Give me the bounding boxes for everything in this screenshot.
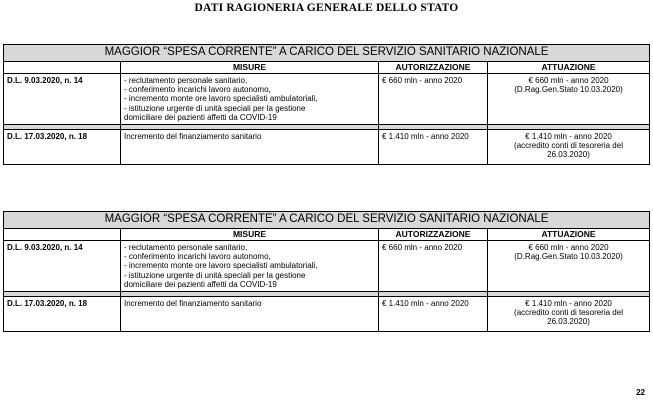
table-title: MAGGIOR “SPESA CORRENTE” A CARICO DEL SERVIZIO SANITARIO NAZIONALE xyxy=(4,45,650,62)
measure-item: Incremento del finanziamento sanitario xyxy=(124,132,262,142)
table-title: MAGGIOR “SPESA CORRENTE” A CARICO DEL SERVIZIO SANITARIO NAZIONALE xyxy=(4,212,650,229)
measures-cell xyxy=(121,241,379,292)
expense-table xyxy=(3,44,649,165)
authorization-cell: € 1.410 mln - anno 2020 xyxy=(379,130,488,165)
implementation-cell xyxy=(488,297,650,332)
implementation-line: € 1.410 mln - anno 2020 xyxy=(525,132,612,142)
measure-item: Incremento del finanziamento sanitario xyxy=(124,299,262,309)
measure-item: - incremento monte ore lavoro specialisti ambulatoriali, xyxy=(124,261,318,271)
measure-item: - reclutamento personale sanitario, xyxy=(124,243,248,252)
decree-reference: D.L. 17.03.2020, n. 18 xyxy=(4,130,121,165)
implementation-line: 26.03.2020) xyxy=(547,317,590,327)
decree-reference: D.L. 17.03.2020, n. 18 xyxy=(4,297,121,332)
implementation-line: (accredito conti di tesoreria del xyxy=(514,141,623,151)
measure-item: domiciliare dei pazienti affetti da COVID-19 xyxy=(124,279,277,289)
header-measures: MISURE xyxy=(121,229,379,241)
page-heading: DATI RAGIONERIA GENERALE DELLO STATO xyxy=(194,2,459,14)
header-measures: MISURE xyxy=(121,62,379,74)
implementation-line: € 660 mln - anno 2020 xyxy=(528,76,609,85)
table-row xyxy=(4,74,650,125)
decree-reference: D.L. 9.03.2020, n. 14 xyxy=(4,241,121,292)
header-reference xyxy=(4,229,121,241)
header-implementation: ATTUAZIONE xyxy=(488,229,650,241)
measure-item: domiciliare dei pazienti affetti da COVID-19 xyxy=(124,112,277,122)
implementation-cell xyxy=(488,241,650,292)
header-authorization: AUTORIZZAZIONE xyxy=(379,62,488,74)
measure-item: - istituzione urgente di unità speciali per la gestione xyxy=(124,270,306,280)
header-reference xyxy=(4,62,121,74)
implementation-cell xyxy=(488,74,650,125)
page-number: 22 xyxy=(636,388,645,397)
measures-cell xyxy=(121,130,379,165)
table-row xyxy=(4,241,650,292)
implementation-line: (accredito conti di tesoreria del xyxy=(514,308,623,318)
header-authorization: AUTORIZZAZIONE xyxy=(379,229,488,241)
expense-table xyxy=(3,211,649,332)
implementation-line: 26.03.2020) xyxy=(547,150,590,160)
implementation-line: (D.Rag.Gen.Stato 10.03.2020) xyxy=(514,252,623,262)
measures-cell xyxy=(121,297,379,332)
implementation-line: € 1.410 mln - anno 2020 xyxy=(525,299,612,309)
implementation-cell xyxy=(488,130,650,165)
authorization-cell: € 1.410 mln - anno 2020 xyxy=(379,297,488,332)
table-row xyxy=(4,130,650,165)
header-implementation: ATTUAZIONE xyxy=(488,62,650,74)
measure-item: - reclutamento personale sanitario, xyxy=(124,76,248,85)
authorization-cell: € 660 mln - anno 2020 xyxy=(379,241,488,292)
implementation-line: € 660 mln - anno 2020 xyxy=(528,243,609,252)
decree-reference: D.L. 9.03.2020, n. 14 xyxy=(4,74,121,125)
authorization-cell: € 660 mln - anno 2020 xyxy=(379,74,488,125)
measure-item: - istituzione urgente di unità speciali per la gestione xyxy=(124,103,306,113)
measure-item: - incremento monte ore lavoro specialisti ambulatoriali, xyxy=(124,94,318,104)
measures-cell xyxy=(121,74,379,125)
measure-item: - conferimento incarichi lavoro autonomo, xyxy=(124,252,271,262)
table-row xyxy=(4,297,650,332)
measure-item: - conferimento incarichi lavoro autonomo, xyxy=(124,85,271,95)
implementation-line: (D.Rag.Gen.Stato 10.03.2020) xyxy=(514,85,623,95)
